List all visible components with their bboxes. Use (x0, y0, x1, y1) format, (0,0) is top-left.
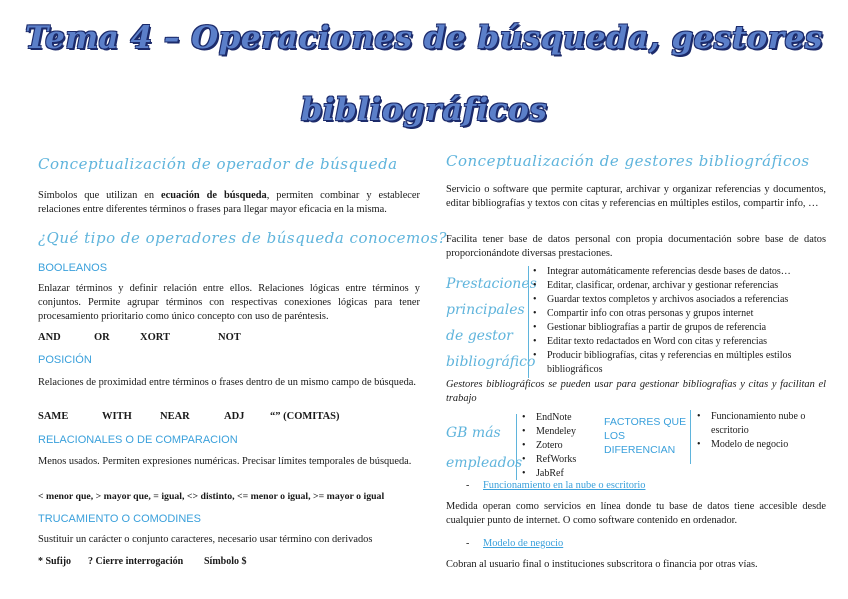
op-near: NEAR (160, 411, 190, 422)
relacionales-text: Menos usados. Permiten expresiones numéricas. Precisar límites temporales de búsqueda. (38, 456, 412, 467)
factores-list (697, 410, 827, 452)
op-xort: XORT (140, 332, 170, 343)
truncamiento-ops (38, 556, 420, 570)
section-posicion: POSICIÓN (38, 354, 92, 366)
op-sufijo: * Sufijo (38, 556, 72, 567)
list-item: • Editar, clasificar, ordenar, archivar y gestionar referencias (533, 279, 791, 293)
posicion-text: Relaciones de proximidad entre términos o frases dentro de un mismo campo de búsqueda. (38, 377, 416, 388)
link-modelo[interactable]: Modelo de negocio (483, 538, 564, 549)
factores-label: FACTORES QUE LOS DIFERENCIAN (604, 416, 687, 456)
op-cierre: ? Cierre interrogación (88, 556, 184, 567)
op-with: WITH (102, 411, 132, 422)
op-comitas: “” (COMITAS) (270, 411, 340, 422)
list-item: • RefWorks (522, 453, 576, 467)
intro-paragraph: Símbolos que utilizan en ecuación de búsqueda, permiten combinar y establecer relaciones entre diferentes términos o frases para llegar mayor eficacia en la misma. (38, 190, 420, 215)
modelo-text: Cobran al usuario final o instituciones subscritora o financia por otras vías. (446, 559, 758, 570)
list-item: • Editar texto redactados en Word con citas y referencias (533, 335, 791, 349)
booleanos-text: Enlazar términos y definir relación entre ellos. Relaciones lógicas entre términos y conjuntos. Permite agrupar términos con respectivas conexiones lógicas para tener procesamiento prioritario como único concepto con uso de paréntesis. (38, 283, 420, 322)
list-item: • Funcionamiento nube o escritorio (697, 410, 827, 438)
heading-operador: Conceptualización de operador de búsqueda (38, 155, 398, 173)
op-or: OR (94, 332, 110, 343)
factores-brace (690, 410, 691, 464)
funcionamiento-text: Medida operan como servicios en línea donde tu base de datos tiene accesible desde cualquier punto de internet. O como software contenido en ordenador. (446, 501, 826, 526)
op-adj: ADJ (224, 411, 245, 422)
list-item: • JabRef (522, 467, 576, 481)
gestores-note: Gestores bibliográficos se pueden usar para gestionar bibliografías y citas y facilitan el trabajo (446, 379, 826, 404)
gestores-facilita: Facilita tener base de datos personal con propia documentación sobre base de datos proporcionándote diversas prestaciones. (446, 234, 826, 259)
list-item: • Mendeley (522, 425, 576, 439)
heading-gestores: Conceptualización de gestores bibliográficos (446, 152, 810, 170)
gb-label: GB más empleados (446, 425, 523, 471)
list-item-continuation: bibliográficos (547, 364, 603, 375)
op-same: SAME (38, 411, 69, 422)
page-title: Tema 4 – Operaciones de búsqueda, gestores (25, 20, 823, 56)
section-truncamiento: TRUCAMIENTO O COMODINES (38, 513, 201, 525)
truncamiento-text: Sustituir un carácter o conjunto caracteres, necesario usar término con derivados (38, 534, 373, 545)
list-item: • Producir bibliografías, citas y referencias en múltiples estilos (533, 349, 791, 363)
heading-tipos: ¿Qué tipo de operadores de búsqueda conocemos? (38, 229, 447, 247)
list-item: • Gestionar bibliografías a partir de grupos de referencia (533, 321, 791, 335)
gb-list (522, 411, 576, 481)
list-item: • Compartir info con otras personas y grupos internet (533, 307, 791, 321)
gb-brace (516, 414, 517, 480)
dash: - (466, 538, 470, 549)
list-item: • Modelo de negocio (697, 438, 827, 452)
relacionales-ops: < menor que, > mayor que, = igual, <> distinto, <= menor o igual, >= mayor o igual (38, 491, 385, 502)
gestores-definition: Servicio o software que permite capturar, archivar y organizar referencias y documentos, editar bibliografías y textos con citas y referencias en múltiples estilos, compartir info, … (446, 184, 826, 209)
prestaciones-list (533, 265, 791, 377)
dash: - (466, 480, 470, 491)
section-relacionales: RELACIONALES O DE COMPARACION (38, 434, 238, 446)
list-item: • Zotero (522, 439, 576, 453)
list-item: • Guardar textos completos y archivos asociados a referencias (533, 293, 791, 307)
prestaciones-label: Prestaciones principales de gestor bibliográfico (446, 276, 537, 370)
op-not: NOT (218, 332, 241, 343)
posicion-ops (38, 411, 420, 425)
op-simbolo: Símbolo $ (204, 556, 247, 567)
prestaciones-brace (528, 266, 529, 378)
op-and: AND (38, 332, 61, 343)
link-funcionamiento[interactable]: Funcionamiento en la nube o escritorio (483, 480, 646, 491)
booleanos-ops (38, 332, 420, 346)
list-item: • Integrar automáticamente referencias desde bases de datos… (533, 265, 791, 279)
page-title-line2: bibliográficos (300, 92, 548, 128)
section-booleanos: BOOLEANOS (38, 262, 108, 274)
list-item: • EndNote (522, 411, 576, 425)
